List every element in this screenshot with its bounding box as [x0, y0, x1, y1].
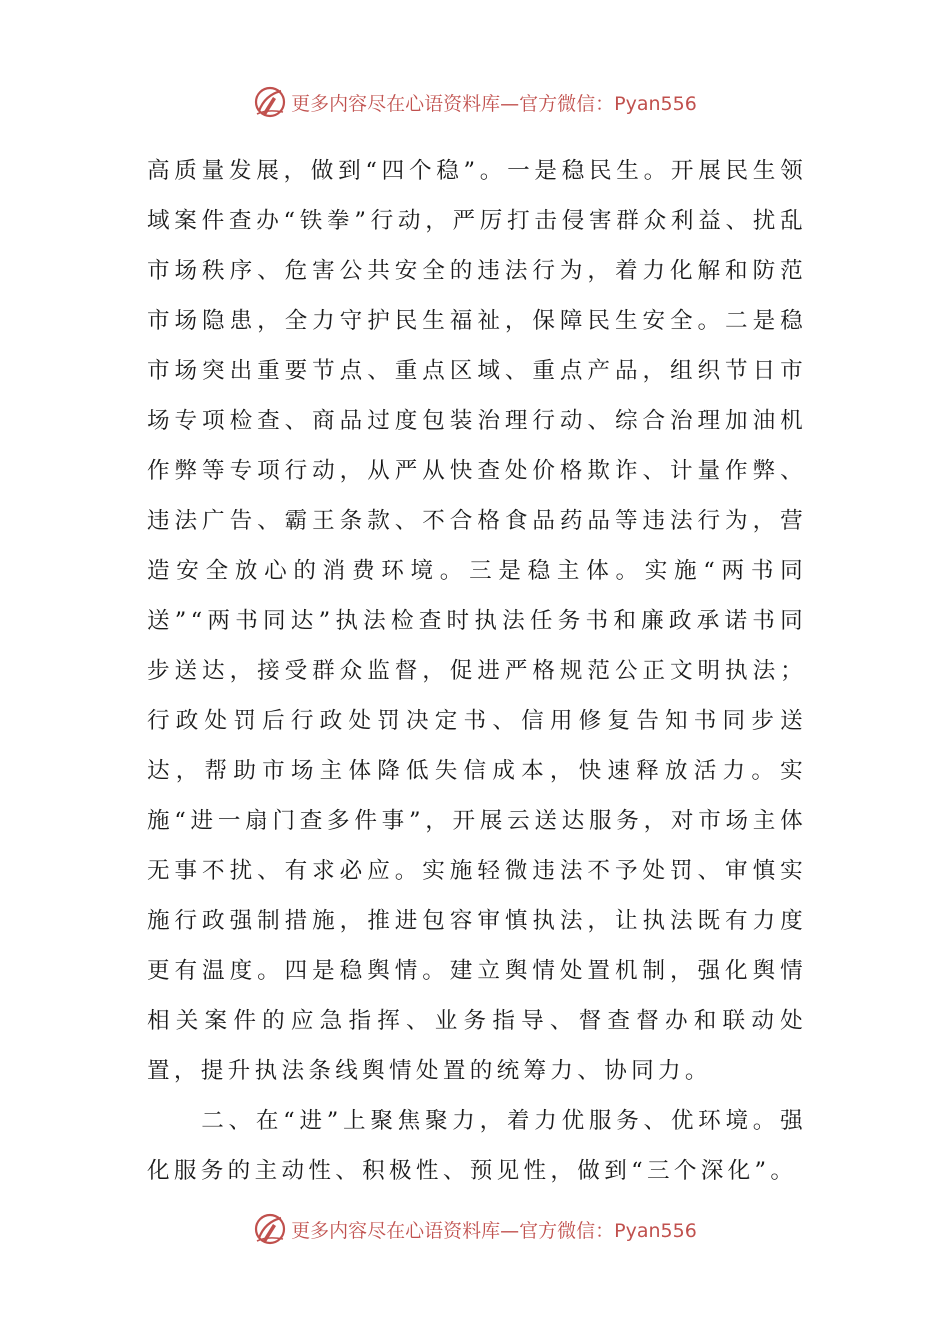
footer-banner-text: 更多内容尽在心语资料库—官方微信：Pyan556 — [291, 1219, 697, 1242]
paragraph: 二、在“进”上聚焦聚力，着力优服务、优环境。强化服务的主动性、积极性、预见性，做到“三个深化”。 — [147, 1108, 807, 1184]
document-body — [147, 146, 807, 1196]
footer-banner — [0, 1209, 950, 1249]
header-banner — [0, 82, 950, 122]
pen-logo-icon — [253, 85, 287, 119]
paragraph: 高质量发展，做到“四个稳”。一是稳民生。开展民生领域案件查办“铁拳”行动，严厉打击侵害群众利益、扰乱市场秩序、危害公共安全的违法行为，着力化解和防范市场隐患，全力守护民生福祉，保障民生安全。二是稳市场突出重要节点、重点区域、重点产品，组织节日市场专项检查、商品过度包装治理行动、综合治理加油机作弊等专项行动，从严从快查处价格欺诈、计量作弊、违法广告、霸王条款、不合格食品药品等违法行为，营造安全放心的消费环境。三是稳主体。实施“两书同送”“两书同达”执法检查时执法任务书和廉政承诺书同步送达，接受群众监督，促进严格规范公正文明执法；行政处罚后行政处罚决定书、信用修复告知书同步送达，帮助市场主体降低失信成本，快速释放活力。实施“进一扇门查多件事”，开展云送达服务，对市场主体无事不扰、有求必应。实施轻微违法不予处罚、审慎实施行政强制措施，推进包容审慎执法，让执法既有力度更有温度。四是稳舆情。建立舆情处置机制，强化舆情相关案件的应急指挥、业务指导、督查督办和联动处置，提升执法条线舆情处置的统筹力、协同力。 — [147, 158, 807, 1084]
pen-logo-icon — [253, 1212, 287, 1246]
header-banner-text: 更多内容尽在心语资料库—官方微信：Pyan556 — [291, 92, 697, 115]
